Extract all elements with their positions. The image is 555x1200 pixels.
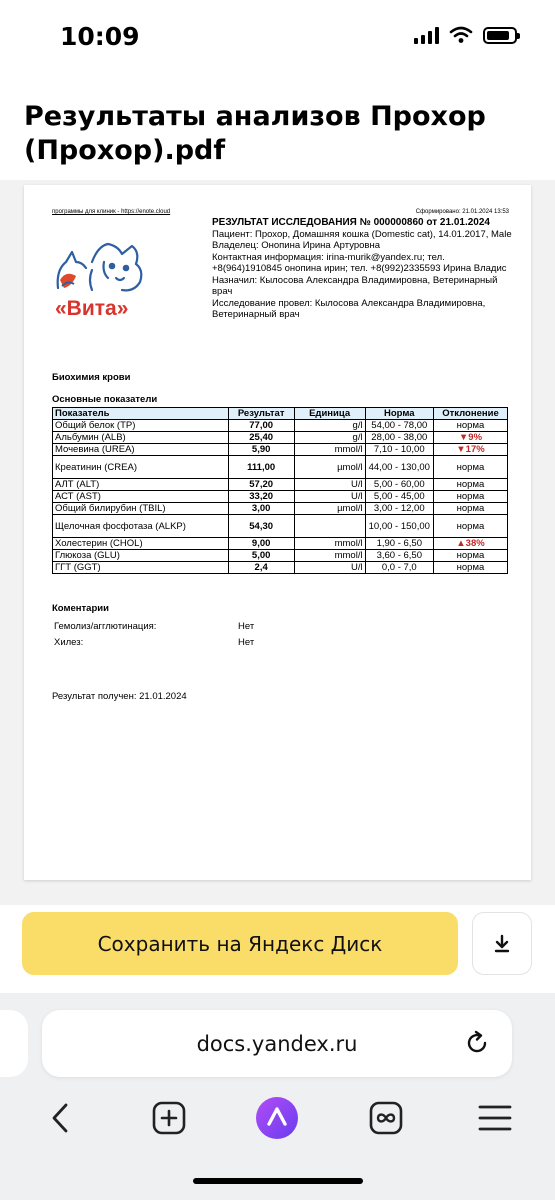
alice-icon <box>255 1096 299 1140</box>
back-button[interactable] <box>35 1093 85 1143</box>
param-result: 2,4 <box>228 562 294 574</box>
page-header <box>0 70 555 180</box>
save-actions <box>0 905 555 1000</box>
param-deviation: норма <box>433 420 507 432</box>
param-result: 33,20 <box>228 491 294 503</box>
reload-icon[interactable] <box>464 1030 490 1056</box>
owner-info: Владелец: Онопина Ирина Артуровна <box>212 240 381 251</box>
param-deviation: норма <box>433 550 507 562</box>
status-icons <box>414 26 517 44</box>
clinic-link[interactable]: программы для клиник - https://enote.cloud <box>52 209 171 215</box>
param-name: АЛТ (ALT) <box>53 479 229 491</box>
home-indicator <box>193 1178 363 1184</box>
contact-info: Контактная информация: irina-murik@yandex.ru; тел. +8(964)1910845 онопина ирин; тел. +8(992)2335593 Ирина Владис <box>212 251 507 274</box>
param-norm: 28,00 - 38,00 <box>365 432 433 444</box>
param-norm: 1,90 - 6,50 <box>365 538 433 550</box>
back-arrow-icon <box>50 1102 70 1134</box>
col-header-parameter: Показатель <box>53 408 229 420</box>
subsection-title: Основные показатели <box>52 394 158 405</box>
table-row <box>53 550 508 562</box>
param-norm: 7,10 - 10,00 <box>365 444 433 456</box>
browser-toolbar <box>0 993 555 1200</box>
param-unit: mmol/l <box>294 538 365 550</box>
new-tab-button[interactable] <box>144 1093 194 1143</box>
table-row <box>53 515 508 538</box>
document-title: Результаты анализов Прохор (Прохор).pdf <box>24 101 486 166</box>
table-row <box>53 456 508 479</box>
param-name: ГГТ (GGT) <box>53 562 229 574</box>
wifi-icon <box>449 26 473 44</box>
param-result: 9,00 <box>228 538 294 550</box>
performed-by: Исследование провел: Кылосова Александра Владимировна, Ветеринарный врач <box>212 297 486 320</box>
param-name: Общий билирубин (TBIL) <box>53 503 229 515</box>
param-name: Общий белок (TP) <box>53 420 229 432</box>
param-result: 3,00 <box>228 503 294 515</box>
comment-row <box>52 618 254 634</box>
param-norm: 5,00 - 45,00 <box>365 491 433 503</box>
param-result: 57,20 <box>228 479 294 491</box>
download-button[interactable] <box>472 912 532 975</box>
tabs-button[interactable] <box>361 1093 411 1143</box>
url-text: docs.yandex.ru <box>196 1031 358 1056</box>
table-row <box>53 479 508 491</box>
report-info <box>212 217 512 321</box>
table-row <box>53 562 508 574</box>
param-unit <box>294 515 365 538</box>
param-deviation: ▲38% <box>433 538 507 550</box>
param-name: Альбумин (ALB) <box>53 432 229 444</box>
param-name: Креатинин (CREA) <box>53 456 229 479</box>
param-unit: µmol/l <box>294 503 365 515</box>
patient-info: Пациент: Прохор, Домашняя кошка (Domestic cat), 14.01.2017, Male <box>212 228 512 240</box>
table-row <box>53 491 508 503</box>
tabs-icon <box>369 1101 403 1135</box>
comments-title: Коментарии <box>52 603 109 614</box>
param-result: 25,40 <box>228 432 294 444</box>
pdf-viewer[interactable] <box>0 180 555 910</box>
param-unit: mmol/l <box>294 550 365 562</box>
param-result: 77,00 <box>228 420 294 432</box>
param-unit: U/l <box>294 562 365 574</box>
param-name: Глюкоза (GLU) <box>53 550 229 562</box>
col-header-norm: Норма <box>365 408 433 420</box>
results-table <box>52 407 508 574</box>
param-name: Холестерин (CHOL) <box>53 538 229 550</box>
param-unit: mmol/l <box>294 444 365 456</box>
section-title: Биохимия крови <box>52 372 131 383</box>
formed-date: Сформировано: 21.01.2024 13:53 <box>415 209 509 215</box>
param-deviation: норма <box>433 515 507 538</box>
chylosis-label: Хилез: <box>54 636 84 648</box>
previous-tab-card[interactable] <box>0 1010 28 1077</box>
param-unit: U/l <box>294 479 365 491</box>
param-deviation: ▼17% <box>433 444 507 456</box>
table-row <box>53 503 508 515</box>
param-name: Мочевина (UREA) <box>53 444 229 456</box>
pdf-page <box>24 185 531 880</box>
param-unit: U/l <box>294 491 365 503</box>
table-row <box>53 444 508 456</box>
plus-square-icon <box>152 1101 186 1135</box>
col-header-unit: Единица <box>294 408 365 420</box>
param-deviation: норма <box>433 562 507 574</box>
alice-button[interactable] <box>252 1093 302 1143</box>
result-received: Результат получен: 21.01.2024 <box>52 691 187 702</box>
hemolysis-value: Нет <box>238 620 255 632</box>
param-norm: 10,00 - 150,00 <box>365 515 433 538</box>
table-header-row <box>53 408 508 420</box>
save-to-yandex-disk-button[interactable]: Сохранить на Яндекс Диск <box>22 912 458 975</box>
battery-icon <box>483 27 517 44</box>
param-norm: 0,0 - 7,0 <box>365 562 433 574</box>
address-bar[interactable] <box>42 1010 512 1077</box>
param-norm: 44,00 - 130,00 <box>365 456 433 479</box>
param-unit: g/l <box>294 432 365 444</box>
param-result: 5,90 <box>228 444 294 456</box>
param-result: 111,00 <box>228 456 294 479</box>
param-deviation: норма <box>433 503 507 515</box>
table-row <box>53 432 508 444</box>
comments-section <box>52 603 254 650</box>
param-result: 54,30 <box>228 515 294 538</box>
param-unit: g/l <box>294 420 365 432</box>
menu-button[interactable] <box>470 1093 520 1143</box>
param-deviation: норма <box>433 479 507 491</box>
comment-row <box>52 634 254 650</box>
param-norm: 54,00 - 78,00 <box>365 420 433 432</box>
hemolysis-label: Гемолиз/агглютинация: <box>54 620 157 632</box>
param-norm: 5,00 - 60,00 <box>365 479 433 491</box>
chylosis-value: Нет <box>238 636 255 648</box>
col-header-result: Результат <box>228 408 294 420</box>
results-table-body <box>53 420 508 574</box>
menu-icon <box>478 1104 512 1132</box>
assigned-by: Назначил: Кылосова Александра Владимировна, Ветеринарный врач <box>212 274 498 297</box>
param-norm: 3,00 - 12,00 <box>365 503 433 515</box>
param-deviation: норма <box>433 491 507 503</box>
param-deviation: ▼9% <box>433 432 507 444</box>
clinic-logo-text: «Вита» <box>55 297 129 320</box>
result-title: РЕЗУЛЬТАТ ИССЛЕДОВАНИЯ № 000000860 от 21.01.2024 <box>212 217 490 228</box>
bottom-navigation <box>0 1093 555 1143</box>
status-time: 10:09 <box>60 22 140 51</box>
param-deviation: норма <box>433 456 507 479</box>
cellular-signal-icon <box>414 26 439 44</box>
param-name: АСТ (AST) <box>53 491 229 503</box>
param-name: Щелочная фосфотаза (ALKP) <box>53 515 229 538</box>
status-bar <box>0 0 555 70</box>
param-norm: 3,60 - 6,50 <box>365 550 433 562</box>
table-row <box>53 420 508 432</box>
param-result: 5,00 <box>228 550 294 562</box>
param-unit: µmol/l <box>294 456 365 479</box>
col-header-deviation: Отклонение <box>433 408 507 420</box>
table-row <box>53 538 508 550</box>
download-icon <box>493 934 511 954</box>
